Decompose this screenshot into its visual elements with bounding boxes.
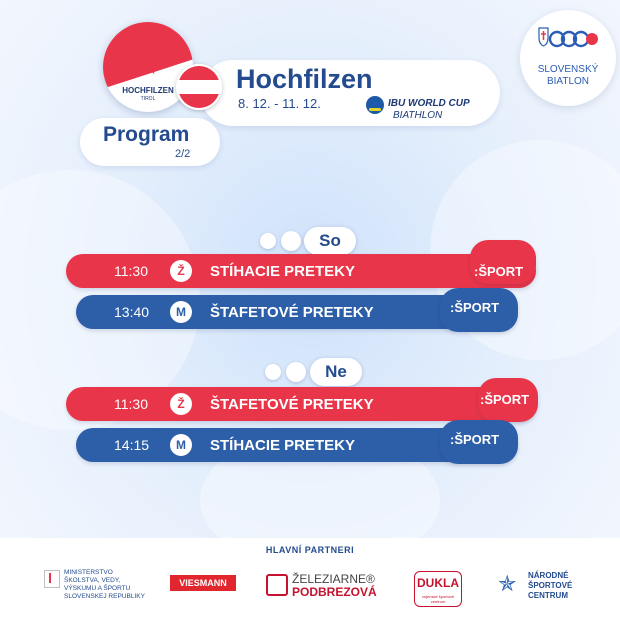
channel-tab [470,240,536,284]
partners-title: HLAVNÍ PARTNERI [265,545,355,555]
channel-label: :ŠPORT [474,264,524,279]
event-name: ŠTAFETOVÉ PRETEKY [210,396,374,413]
runner-star-icon: ★ [134,48,161,81]
sb-name-line2: BIATLON [546,76,590,87]
event-time: 11:30 [114,396,148,412]
page-title: Hochfilzen [236,64,373,94]
event-time: 13:40 [114,304,150,320]
partner-dukla-logo: DUKLA vojenské športové centrum [414,571,462,607]
day-label-ne: Ne [310,358,362,386]
channel-tab [478,378,538,422]
partner-viessmann-logo: VIESMANN [170,575,236,591]
program-card: ★ HOCHFILZEN TIROL Hochfilzen 8. 12. - 11. 12. IBU WORLD CUP BIATHLON Program 2/2 SLOVENSKÝ BIATLON So 11:30 Ž STÍHACIE PRETEKY :ŠPORT 13:40 M ŠTAFETOVÉ PRETEKY :ŠPORT Ne 11:30 Ž ŠTAFETOVÉ PRETEKY :ŠPORT 14:15 M STÍHACIE PRETEKY :ŠPORT HLAVNÍ PARTNERI MINISTERSTVO ŠKOLSTVA, VEDY, VÝSKUMU A ŠPORTU SLOVENSKEJ REPUBLIKY VIESMANN ŽELEZIARNE® PODBREZOVÁ DUKLA vojenské športové centrum ✯ NÁRODNÉ ŠPORTOVÉ CENTRUM [0,0,620,620]
zeleziarne-icon [266,574,288,596]
sb-name-line1: SLOVENSKÝ [537,64,599,75]
austria-flag-icon [176,64,222,110]
event-row [66,387,536,421]
gender-badge: Ž [170,260,192,282]
gender-badge: M [170,434,192,456]
event-name: ŠTAFETOVÉ PRETEKY [210,304,374,321]
day-dot [265,364,281,380]
channel-tab [440,288,518,332]
day-label-so: So [304,227,356,255]
day-dot [286,362,306,382]
athlete-icon: ✯ [498,571,517,596]
day-dot [281,231,301,251]
event-row [66,254,536,288]
channel-tab [440,420,518,464]
gender-badge: Ž [170,393,192,415]
event-name: STÍHACIE PRETEKY [210,437,356,454]
ibu-label-line2: BIATHLON [393,110,443,121]
program-label: Program [103,123,190,146]
event-time: 11:30 [114,263,148,279]
ibu-label-line1: IBU WORLD CUP [388,98,470,109]
channel-label: :ŠPORT [450,432,500,447]
slovensky-biatlon-logo [520,10,616,106]
sb-logo-icon [537,26,599,52]
event-dates: 8. 12. - 11. 12. [238,96,321,111]
event-name: STÍHACIE PRETEKY [210,263,356,280]
ibu-logo-icon [366,96,384,114]
slovak-coat-of-arms-icon [44,570,60,588]
channel-label: :ŠPORT [480,392,530,407]
page-counter: 2/2 [175,148,191,160]
gender-badge: M [170,301,192,323]
channel-label: :ŠPORT [450,300,500,315]
event-time: 14:15 [114,437,150,453]
hochfilzen-logo: ★ HOCHFILZEN TIROL [103,22,193,112]
day-dot [260,233,276,249]
